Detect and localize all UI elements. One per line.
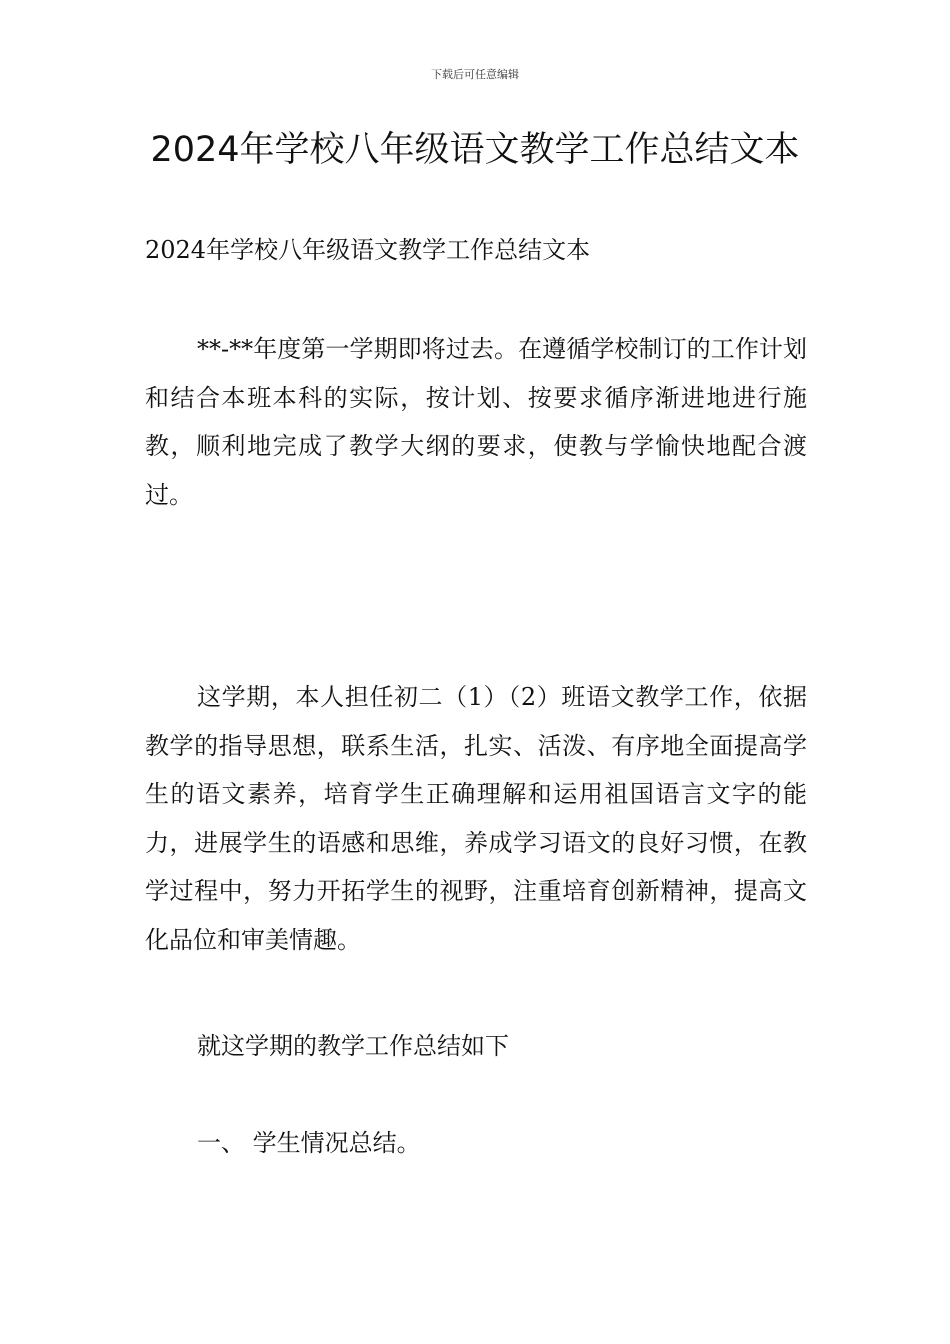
paragraph-teaching-duties: 这学期，本人担任初二（1）（2）班语文教学工作，依据教学的指导思想，联系生活，扎实、活泼、有序地全面提高学生的语文素养，培育学生正确理解和运用祖国语言文字的能力，进展学生的语感和思维，养成学习语文的良好习惯，在教学过程中，努力开拓学生的视野，注重培育创新精神，提高文化品位和审美情趣。 [145, 683, 807, 954]
document-title: 2024年学校八年级语文教学工作总结文本 [150, 130, 800, 170]
paragraph-summary-lead: 就这学期的教学工作总结如下 [197, 1032, 509, 1060]
paragraph-intro: **-**年度第一学期即将过去。在遵循学校制订的工作计划和结合本班本科的实际，按计划、按要求循序渐进地进行施教，顺利地完成了教学大纲的要求，使教与学愉快地配合渡过。 [145, 335, 807, 509]
document-subtitle: 2024年学校八年级语文教学工作总结文本 [145, 236, 591, 264]
section-heading-student-summary: 一、 学生情况总结。 [197, 1129, 421, 1157]
header-note: 下载后可任意编辑 [431, 68, 519, 81]
